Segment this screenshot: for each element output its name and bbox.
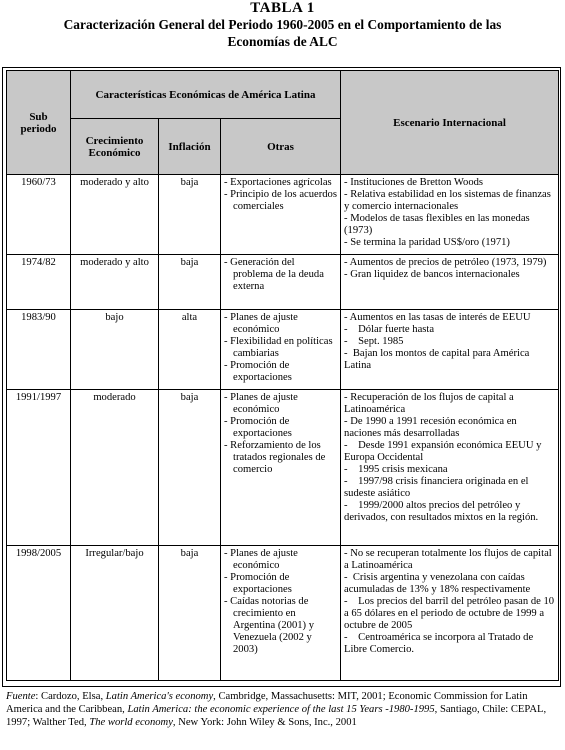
cell-otras: [221, 390, 341, 546]
table-row: [7, 255, 559, 310]
cell-otras: [221, 255, 341, 310]
cell-inflacion: alta: [159, 310, 221, 390]
otras-item: - Planes de ajuste económico: [224, 312, 298, 335]
escenario-item: - Relativa estabilidad en los sistemas de finanzas y comercio internacionales: [344, 189, 554, 212]
cell-inflacion: baja: [159, 390, 221, 546]
escenario-item: - 1995 crisis mexicana: [344, 464, 448, 475]
otras-item: - Generación del problema de la deuda externa: [224, 257, 324, 292]
cell-crecimiento: moderado y alto: [71, 175, 159, 255]
otras-item: - Promoción de exportaciones: [224, 572, 292, 595]
cell-otras: [221, 310, 341, 390]
escenario-item: - 1997/98 crisis financiera originada en el sudeste asiático: [344, 476, 532, 499]
cell-inflacion: baja: [159, 255, 221, 310]
otras-item: - Flexibilidad en políticas cambiarias: [224, 336, 333, 359]
escenario-item: - Centroamérica se incorpora al Tratado de Libre Comercio.: [344, 632, 536, 655]
cell-escenario: [341, 310, 559, 390]
otras-item: - Promoción de exportaciones: [224, 416, 292, 439]
header-crecimiento: Crecimiento Económico: [71, 119, 159, 175]
escenario-item: - Gran liquidez de bancos internacionales: [344, 269, 520, 280]
header-otras: Otras: [221, 119, 341, 175]
cell-periodo: 1991/1997: [7, 390, 71, 546]
cell-escenario: [341, 255, 559, 310]
cell-escenario: [341, 390, 559, 546]
cell-escenario: [341, 175, 559, 255]
otras-item: - Planes de ajuste económico: [224, 392, 298, 415]
footnote-text-3: , Santiago, Chile: CEPAL, 1997; Walther Ted,: [6, 704, 547, 728]
escenario-item: - Los precios del barril del petróleo pasan de 10 a 65 dólares en el periodo de octubre de 1999 a octubre de 2005: [344, 596, 557, 631]
footnote-book-2: Latin America: the economic experience of the last 15 Years -1980-1995: [127, 704, 435, 715]
footnote-text-2: , Cambridge, Massachusetts: MIT, 2001; Economic Commission for Latin America and the Caribbean,: [6, 691, 528, 715]
escenario-item: - No se recuperan totalmente los flujos de capital a Latinoamérica: [344, 548, 555, 571]
cell-crecimiento: moderado: [71, 390, 159, 546]
table-row: [7, 390, 559, 546]
cell-escenario: [341, 546, 559, 681]
escenario-item: - Dólar fuerte hasta: [344, 324, 435, 335]
otras-item: - Promoción de exportaciones: [224, 360, 292, 383]
escenario-item: - 1999/2000 altos precios del petróleo y derivados, con resultados mixtos en la región.: [344, 500, 539, 523]
footnote: [6, 690, 559, 729]
cell-inflacion: baja: [159, 175, 221, 255]
table-row: [7, 546, 559, 681]
table-title-line2: Economías de ALC: [227, 34, 338, 49]
otras-item: - Exportaciones agrícolas: [224, 177, 332, 188]
characterization-table: [6, 70, 559, 681]
table-row: [7, 310, 559, 390]
footnote-text-4: , New York: John Wiley & Sons, Inc., 2001: [172, 717, 357, 728]
header-sub-periodo: Sub periodo: [7, 71, 71, 175]
footnote-label: Fuente: [6, 691, 36, 702]
header-caracteristicas: Características Económicas de América Latina: [71, 71, 341, 119]
escenario-item: - Desde 1991 expansión económica EEUU y Europa Occidental: [344, 440, 545, 463]
footnote-book-1: Latin America's economy: [105, 691, 214, 702]
header-escenario: Escenario Internacional: [341, 71, 559, 175]
escenario-item: - Modelos de tasas flexibles en las monedas (1973): [344, 213, 533, 236]
otras-item: - Reforzamiento de los tratados regionales de comercio: [224, 440, 326, 475]
cell-periodo: 1974/82: [7, 255, 71, 310]
cell-periodo: 1983/90: [7, 310, 71, 390]
otras-item: - Principio de los acuerdos comerciales: [224, 189, 337, 212]
cell-periodo: 1998/2005: [7, 546, 71, 681]
cell-crecimiento: bajo: [71, 310, 159, 390]
table-title-line1: Caracterización General del Periodo 1960-2005 en el Comportamiento de las: [63, 17, 502, 32]
table-row: [7, 175, 559, 255]
escenario-item: - Crisis argentina y venezolana con caídas acumuladas de 13% y 18% respectivamente: [344, 572, 531, 595]
footnote-text-1: : Cardozo, Elsa,: [35, 691, 106, 702]
escenario-item: - Se termina la paridad US$/oro (1971): [344, 237, 510, 248]
cell-inflacion: baja: [159, 546, 221, 681]
cell-crecimiento: Irregular/bajo: [71, 546, 159, 681]
otras-item: - Planes de ajuste económico: [224, 548, 298, 571]
escenario-item: - Aumentos en las tasas de interés de EEUU: [344, 312, 531, 323]
otras-item: - Caídas notorias de crecimiento en Argentina (2001) y Venezuela (2002 y 2003): [224, 596, 315, 655]
table-number: TABLA 1: [250, 0, 315, 16]
footnote-book-3: The world economy: [89, 717, 173, 728]
escenario-item: - Recuperación de los flujos de capital a Latinoamérica: [344, 392, 517, 415]
cell-otras: [221, 546, 341, 681]
cell-crecimiento: moderado y alto: [71, 255, 159, 310]
escenario-item: - Sept. 1985: [344, 336, 404, 347]
escenario-item: - Aumentos de precios de petróleo (1973, 1979): [344, 257, 547, 268]
cell-periodo: 1960/73: [7, 175, 71, 255]
escenario-item: - Instituciones de Bretton Woods: [344, 177, 484, 188]
escenario-item: - Bajan los montos de capital para América Latina: [344, 348, 533, 371]
header-inflacion: Inflación: [159, 119, 221, 175]
cell-otras: [221, 175, 341, 255]
escenario-item: - De 1990 a 1991 recesión económica en naciones más desarrolladas: [344, 416, 520, 439]
